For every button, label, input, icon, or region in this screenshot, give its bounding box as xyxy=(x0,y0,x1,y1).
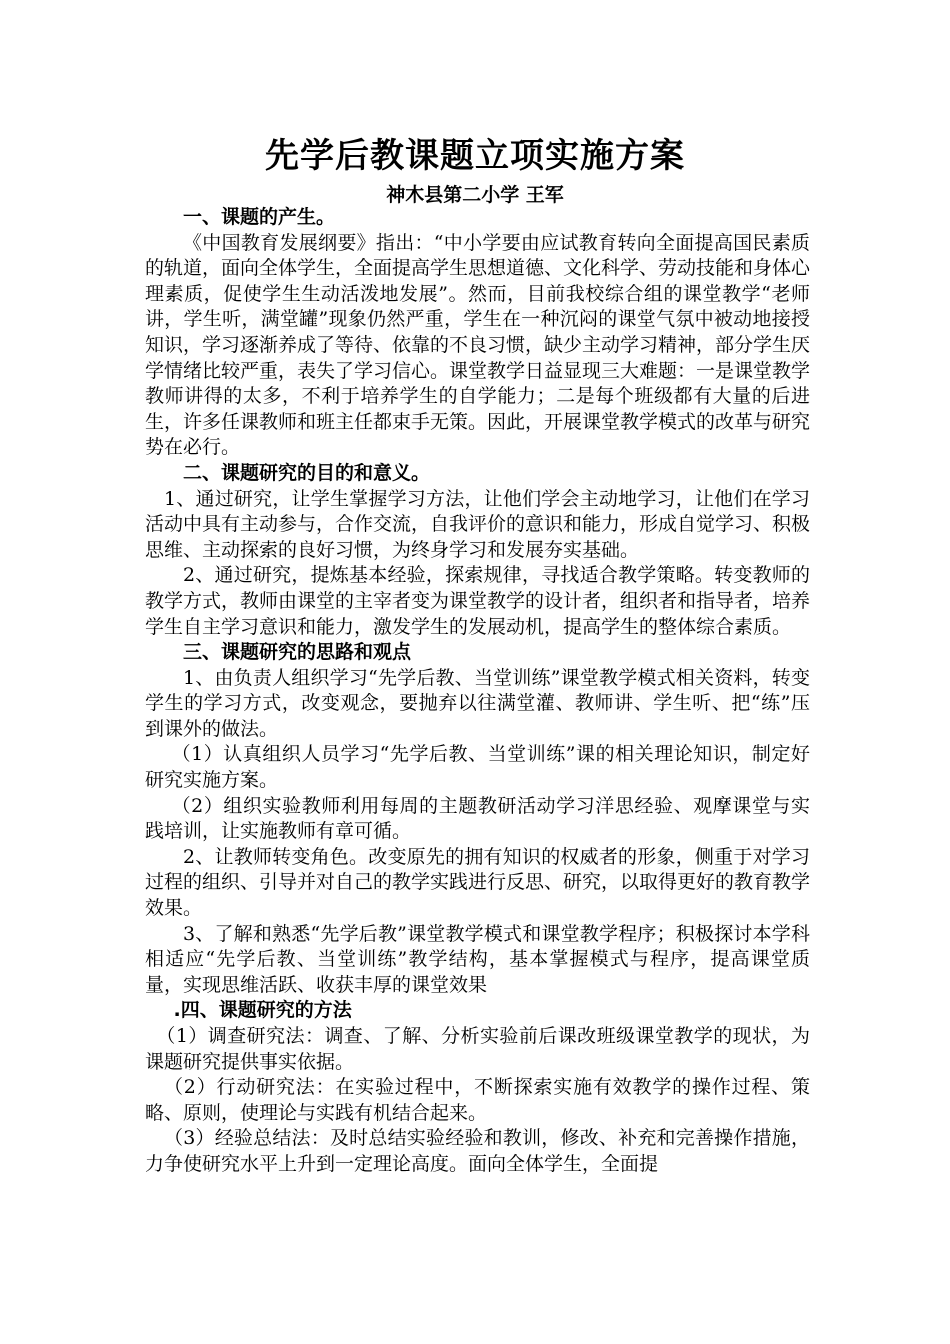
section-heading-2: 二、课题研究的目的和意义。 xyxy=(183,461,431,484)
document-title: 先学后教课题立项实施方案 xyxy=(265,136,685,176)
paragraph: 2、通过研究，提炼基本经验，探索规律，寻找适合教学策略。转变教师的教学方式，教师由课堂的主宰者变为课堂教学的设计者，组织者和指导者，培养学生自主学习意识和能力，激发学生的发展动机，提高学生的整体综合素质。 xyxy=(145,564,811,638)
paragraph: （3）经验总结法：及时总结实验经验和教训，修改、补充和完善操作措施，力争使研究水平上升到一定理论高度。面向全体学生，全面提 xyxy=(145,1127,810,1175)
paragraph: （1）认真组织人员学习“先学后教、当堂训练”课的相关理论知识，制定好研究实施方案。 xyxy=(145,743,810,792)
document-body xyxy=(145,205,810,1178)
paragraph: 《中国教育发展纲要》指出：“中小学要由应试教育转向全面提高国民素质的轨道，面向全体学生，全面提高学生思想道德、文化科学、劳动技能和身体心理素质，促使学生生动活泼地发展”。然而，目前我校综合组的课堂教学“老师讲，学生听，满堂罐”现象仍然严重，学生在一种沉闷的课堂气氛中被动地接授知识，学习逐渐养成了等待、依靠的不良习惯，缺少主动学习精神，部分学生厌学情绪比较严重，表失了学习信心。课堂教学日益显现三大难题：一是课堂教学教师讲得的太多，不利于培养学生的自学能力；二是每个班级都有大量的后进生，许多任课教师和班主任都束手无策。因此，开展课堂教学模式的改革与研究势在必行。 xyxy=(145,231,811,459)
paragraph: 1、通过研究，让学生掌握学习方法，让他们学会主动地学习，让他们在学习活动中具有主动参与，合作交流，自我评价的意识和能力，形成自觉学习、积极思维、主动探索的良好习惯，为终身学习和发展夯实基础。 xyxy=(145,487,811,561)
document-author: 神木县第二小学 王军 xyxy=(386,184,564,206)
section-heading-3: 三、课题研究的思路和观点 xyxy=(183,641,412,664)
section-heading-4: .四、课题研究的方法 xyxy=(173,999,352,1022)
paragraph: 2、让教师转变角色。改变原先的拥有知识的权威者的形象，侧重于对学习过程的组织、引导并对自己的教学实践进行反思、研究，以取得更好的教育教学效果。 xyxy=(145,845,811,920)
paragraph: （2）组织实验教师利用每周的主题教研活动学习洋思经验、观摩课堂与实践培训，让实施教师有章可循。 xyxy=(145,794,810,843)
paragraph: 3、了解和熟悉“先学后教”课堂教学模式和课堂教学程序；积极探讨本学科相适应“先学后教、当堂训练”教学结构，基本掌握模式与程序，提高课堂质量，实现思维活跃、收获丰厚的课堂效果 xyxy=(145,922,810,996)
paragraph: 1、由负责人组织学习“先学后教、当堂训练”课堂教学模式相关资料，转变学生的学习方式，改变观念，要抛弃以往满堂灌、教师讲、学生听、把“练”压到课外的做法。 xyxy=(145,666,810,740)
section-heading-1: 一、课题的产生。 xyxy=(183,206,336,228)
paragraph: （1）调查研究法：调查、了解、分析实验前后课改班级课堂教学的现状，为课题研究提供事实依据。 xyxy=(145,1025,810,1073)
paragraph: （2）行动研究法：在实验过程中，不断探索实施有效教学的操作过程、策略、原则，使理论与实践有机结合起来。 xyxy=(145,1076,810,1124)
